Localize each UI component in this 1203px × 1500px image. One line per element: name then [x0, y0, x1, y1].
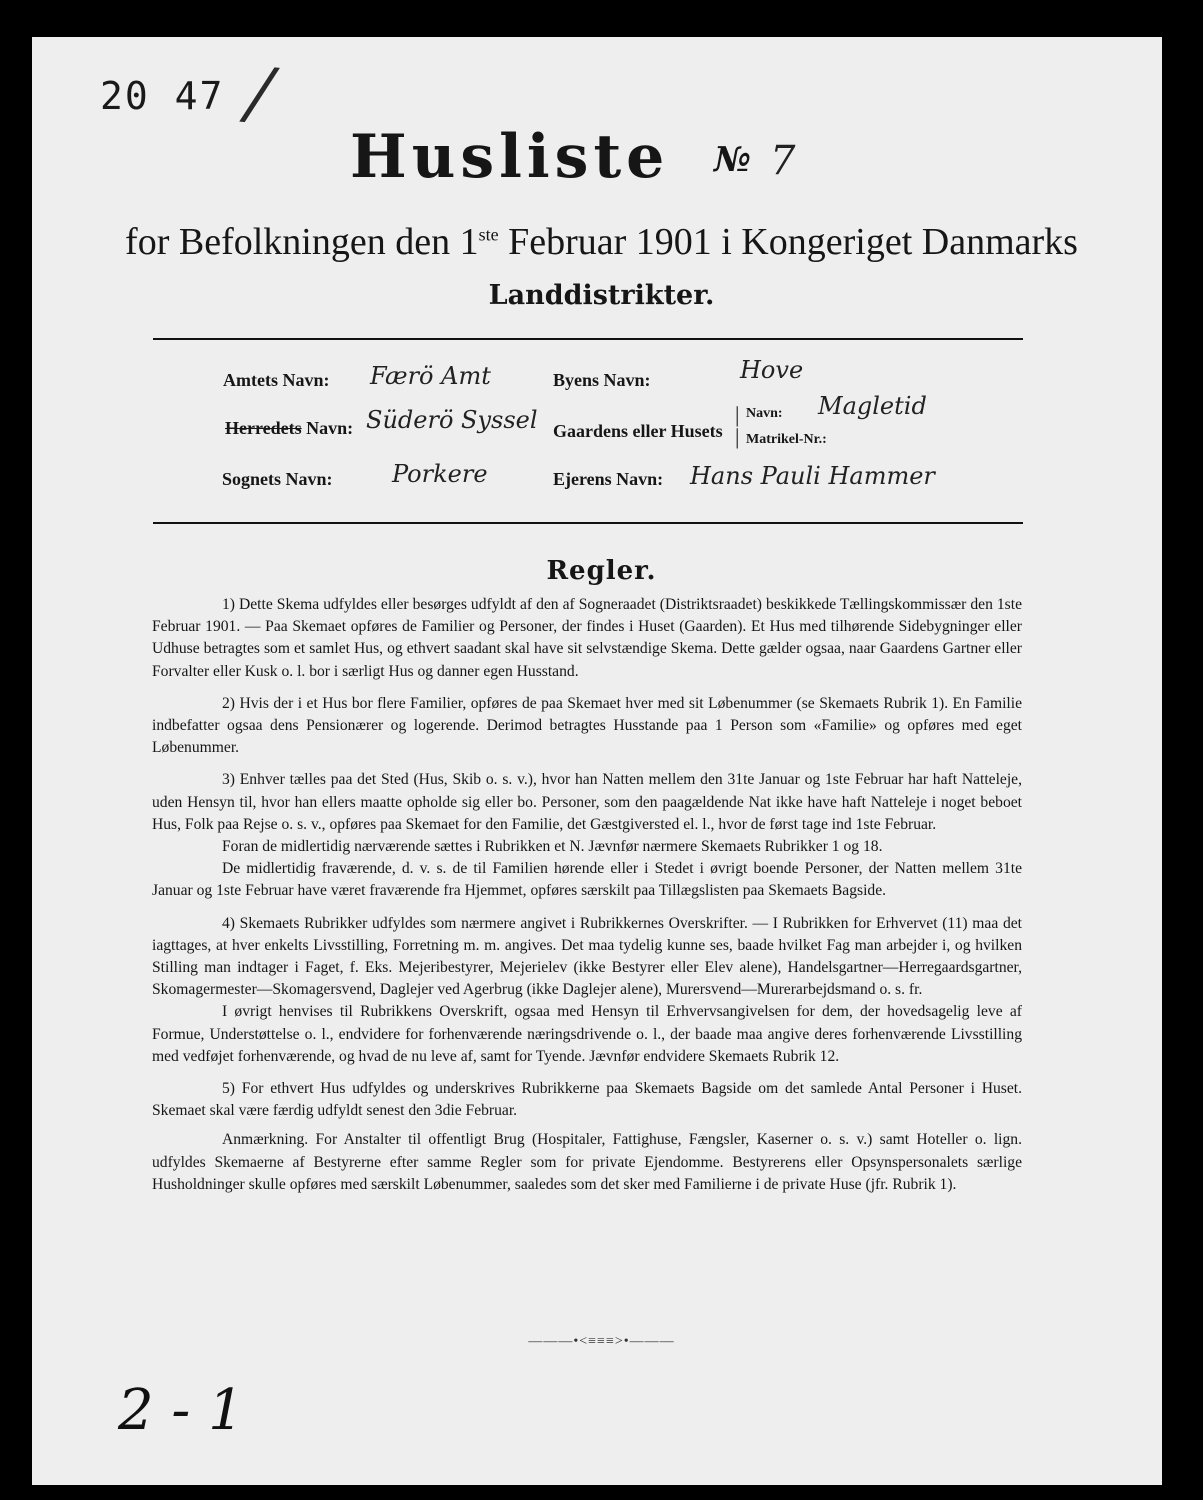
number-value: 7	[770, 138, 796, 184]
rule-paragraph: 5) For ethvert Hus udfyldes og underskrives Rubrikkerne paa Skemaets Bagside om det samlede Antal Personer i Huset. Skemaet skal være færdig udfyldt senest den 3die Februar.	[152, 1080, 1022, 1120]
amt-label: Amtets Navn:	[223, 370, 330, 390]
gaard-bracket: | |	[735, 402, 740, 449]
rule-paragraph: I øvrigt henvises til Rubrikkens Overskrift, ogsaa med Hensyn til Erhvervsangivelsen for dem, der hovedsagelig leve af Formue, Understøttelse o. l., endvidere for forhenværende næringsdrivende o. l., der baade maa angive deres forhenværende Livsstilling med vedføjet forhenværende, og hvad de nu leve af, samt for Tyende. Jævnfør endvidere Skemaets Rubrik 12.	[152, 1003, 1022, 1065]
rule-paragraph: 4) Skemaets Rubrikker udfyldes som nærmere angivet i Rubrikkernes Overskrifter. — I Rubrikken for Erhvervet (11) maa det iagttages, at hver enkelts Livsstilling, Forretning m. m. angives. Det maa tydelig kunne ses, baade hvilket Fag man arbejder i, og hvilken Stilling man indtager i Faget, f. Eks. Mejeribestyrer, Mejerielev (ikke Bestyrer eller Elev alene), Handelsgartner—Herregaardsgartner, Skomagermester—Skomagersvend, Daglejer ved Agerbrug (ikke Daglejer alene), Murersvend—Murerarbejdsmand o. s. fr.	[152, 914, 1022, 999]
number-label: №	[714, 140, 751, 180]
ejer-label: Ejerens Navn:	[553, 469, 664, 489]
rule-paragraph: 1) Dette Skema udfyldes eller besørges udfyldt af den af Sogneraadet (Distriktsraadet) beskikkede Tællingskommissær den 1ste Februar 1901. — Paa Skemaet opføres de Familier og Personer, der findes i Huset (Gaarden). Et Hus med tilhørende Sidebygninger eller Udhuse betragtes som et samlet Hus, og ethvert saadant skal have sit selvstændige Skema. Dette gælder ogsaa, naar Gaardens Gartner eller Forvalter eller Kusk o. l. bor i særligt Hus og danner egen Husstand.	[152, 596, 1022, 680]
ejer-value: Hans Pauli Hammer	[690, 462, 935, 490]
by-value: Hove	[740, 356, 804, 384]
handwritten-footer-note: 2 - 1	[118, 1378, 244, 1443]
gaard-matrikel-label: Matrikel-Nr.:	[746, 432, 827, 447]
page-title: Husliste	[350, 122, 670, 192]
archive-stamp-mark: /	[243, 50, 276, 136]
sogn-value: Porkere	[392, 460, 488, 488]
district-heading: Landdistrikter.	[488, 280, 715, 311]
subtitle-post: Februar 1901 i Kongeriget Danmarks	[498, 221, 1078, 263]
ornament-divider: ———•<≡≡≡>•———	[528, 1334, 675, 1349]
annotation-paragraph: Anmærkning. For Anstalter til offentligt Brug (Hospitaler, Fattighuse, Fængsler, Kaserner o. s. v.) samt Hoteller o. lign. udfyldes Skemaerne af Bestyrerne efter samme Regler som for private Ejendomme. Bestyrerens eller Opsynspersonalets særlige Husholdninger skulle opføres med særskilt Løbenummer, saaledes som det sker med Familierne i de private Huse (jfr. Rubrik 1).	[152, 1131, 1022, 1193]
herred-label-struck: Herredets	[225, 418, 302, 438]
divider-bottom	[153, 522, 1023, 524]
herred-label-rest: Navn:	[306, 418, 354, 438]
rule-paragraph: 3) Enhver tælles paa det Sted (Hus, Skib o. s. v.), hvor han Natten mellem den 31te Januar og 1ste Februar har haft Natteleje, uden Hensyn til, hvor han ellers maatte opholde sig eller bo. Personer, som den paagældende Nat ikke have haft Natteleje i noget beboet Hus, Folk paa Rejse o. s. v., opføres paa Skemaet for den Familie, det Gæstgiversted el. l., hvor de først tage ind 1ste Februar.	[152, 771, 1022, 833]
subtitle-sup: ste	[478, 224, 499, 245]
rule-paragraph: Foran de midlertidig nærværende sættes i Rubrikken et N. Jævnfør nærmere Skemaets Rubrikker 1 og 18.	[222, 838, 883, 856]
herred-value: Süderö Syssel	[366, 406, 538, 434]
rules-body	[152, 594, 1022, 1203]
subtitle-pre: for Befolkningen den 1	[125, 221, 479, 263]
subtitle	[0, 220, 1203, 264]
gaard-navn-label: Navn:	[746, 406, 783, 421]
rule-paragraph: De midlertidig fraværende, d. v. s. de til Familien hørende eller i Stedet i øvrigt boende Personer, der Natten mellem 31te Januar og 1ste Februar have været fraværende fra Hjemmet, opføres særskilt paa Tillægslisten paa Skemaets Bagside.	[152, 860, 1022, 900]
herred-label	[225, 418, 353, 439]
divider-top	[153, 338, 1023, 340]
rules-heading: Regler.	[546, 556, 657, 586]
amt-value: Færö Amt	[370, 362, 491, 390]
archive-stamp-number: 20 47	[100, 74, 225, 118]
by-label: Byens Navn:	[553, 370, 651, 390]
rule-paragraph: 2) Hvis der i et Hus bor flere Familier, opføres de paa Skemaet hver med sit Løbenummer (se Skemaets Rubrik 1). En Familie indbefatter ogsaa dens Pensionærer og logerende. Derimod betragtes Husstande paa 1 Person som «Familie» og opføres med eget Løbenummer.	[152, 694, 1022, 757]
sogn-label: Sognets Navn:	[222, 469, 333, 489]
gaard-navn-value: Magletid	[818, 392, 927, 420]
gaard-label: Gaardens eller Husets	[553, 421, 723, 441]
